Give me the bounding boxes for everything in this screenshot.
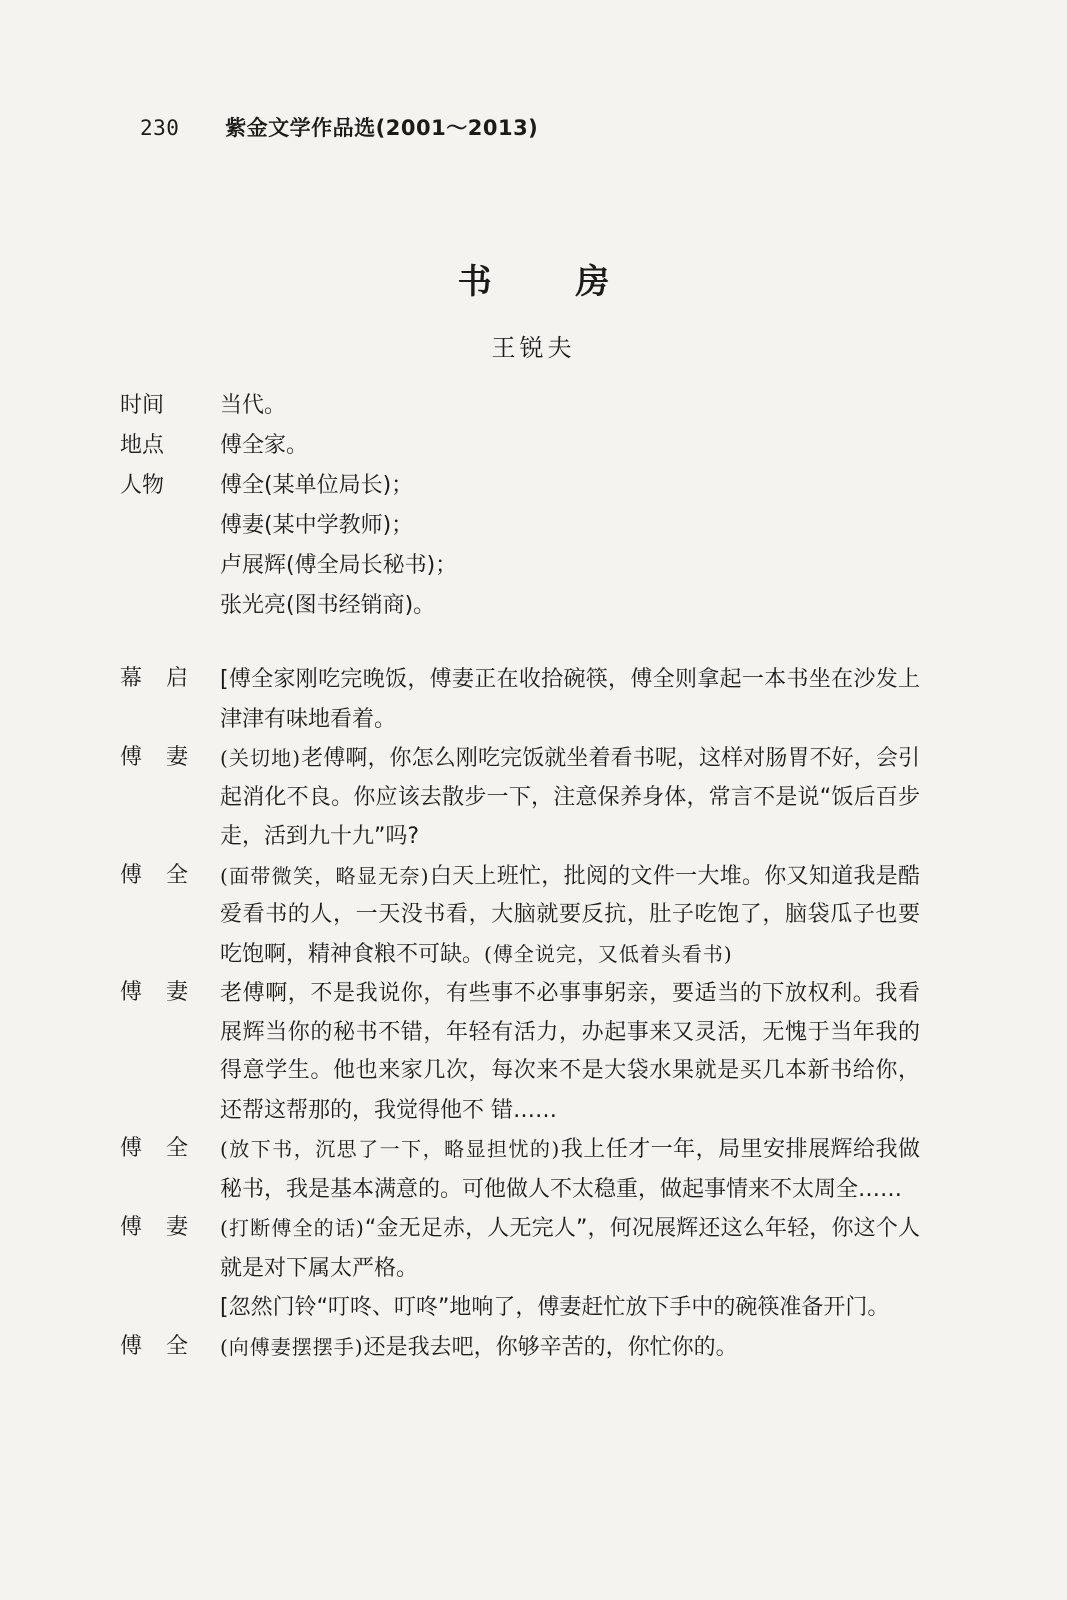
character-entry: 傅全(某单位局长)； bbox=[220, 473, 414, 498]
speaker-label bbox=[120, 1288, 220, 1328]
stage-direction: (向傅妻摆摆手) bbox=[220, 1334, 364, 1359]
character-entry: 张光亮(图书经销商)。 bbox=[220, 593, 436, 618]
meta-characters bbox=[120, 466, 457, 506]
line-text bbox=[220, 1130, 920, 1209]
script-line bbox=[120, 857, 920, 975]
line-text bbox=[220, 857, 920, 975]
dialogue: 白天上班忙，批阅的文件一大堆。你又知道我是酷爱看书的人，一天没书看，大脑就要反抗，肚子吃饱了，脑袋瓜子也要吃饱啊，精神食粮不可缺。 bbox=[220, 863, 920, 967]
meta-time-value: 当代。 bbox=[220, 393, 287, 418]
script-line bbox=[120, 1288, 920, 1328]
speaker-label: 傅全 bbox=[120, 1333, 213, 1359]
dialogue: 老傅啊，你怎么刚吃完饭就坐着看书呢，这样对肠胃不好，会引起消化不良。你应该去散步一下，注意保养身体，常言不是说“饭后百步走，活到九十九”吗? bbox=[220, 746, 920, 849]
dialogue: [傅全家刚吃完晚饭，傅妻正在收拾碗筷，傅全则拿起一本书坐在沙发上津津有味地看着。 bbox=[220, 667, 920, 732]
book-title: 紫金文学作品选(2001～2013) bbox=[225, 116, 539, 140]
dialogue: 我上任才一年，局里安排展辉给我做秘书，我是基本满意的。可他做人不太稳重，做起事情来不太周全…… bbox=[220, 1137, 920, 1202]
speaker-label: 傅妻 bbox=[120, 745, 213, 770]
speaker-label: 幕启 bbox=[120, 666, 213, 691]
character-row bbox=[120, 546, 457, 586]
script-body bbox=[120, 660, 920, 1367]
character-entry: 傅妻(某中学教师)； bbox=[220, 513, 414, 538]
script-line bbox=[120, 739, 920, 857]
script-line bbox=[120, 660, 920, 739]
dialogue: [忽然门铃“叮咚、叮咚”地响了，傅妻赶忙放下手中的碗筷准备开门。 bbox=[220, 1295, 890, 1320]
running-header bbox=[140, 112, 538, 142]
speaker-label: 傅全 bbox=[120, 1136, 213, 1161]
script-line bbox=[120, 1130, 920, 1209]
meta-time-label: 时间 bbox=[120, 393, 165, 418]
meta-place bbox=[120, 426, 457, 466]
speaker-label: 傅妻 bbox=[120, 1215, 213, 1240]
character-row bbox=[120, 586, 457, 626]
character-entry: 卢展辉(傅全局长秘书)； bbox=[220, 553, 458, 578]
speaker-label: 傅全 bbox=[120, 862, 213, 888]
page-number: 230 bbox=[140, 116, 180, 140]
line-text bbox=[220, 1209, 920, 1288]
line-text bbox=[220, 1288, 920, 1328]
play-metadata bbox=[120, 386, 457, 626]
dialogue: 老傅啊，不是我说你，有些事不必事事躬亲，要适当的下放权利。我看展辉当你的秘书不错，年轻有活力，办起事来又灵活，无愧于当年我的得意学生。他也来家几次，每次来不是大袋水果就是买几本新书给你，还帮这帮那的，我觉得他不 错…… bbox=[220, 981, 920, 1123]
line-text bbox=[220, 1328, 920, 1368]
script-line bbox=[120, 974, 920, 1130]
stage-direction: (放下书，沉思了一下，略显担忧的) bbox=[220, 1137, 561, 1161]
script-line bbox=[120, 1209, 920, 1288]
play-title: 书 房 bbox=[457, 262, 646, 302]
line-text bbox=[220, 974, 920, 1130]
meta-characters-label: 人物 bbox=[120, 473, 165, 498]
script-line bbox=[120, 1328, 920, 1368]
stage-direction: (关切地) bbox=[220, 746, 302, 770]
line-text bbox=[220, 660, 920, 739]
dialogue: “金无足赤，人无完人”，何况展辉还这么年轻，你这个人就是对下属太严格。 bbox=[220, 1216, 921, 1281]
meta-place-label: 地点 bbox=[120, 433, 165, 458]
meta-place-value: 傅全家。 bbox=[220, 433, 309, 458]
dialogue: 还是我去吧，你够辛苦的，你忙你的。 bbox=[363, 1334, 738, 1360]
stage-direction: (面带微笑，略显无奈) bbox=[220, 863, 430, 888]
character-row bbox=[120, 506, 457, 546]
stage-direction-after: (傅全说完，又低着头看书) bbox=[484, 941, 733, 966]
speaker-label: 傅妻 bbox=[120, 980, 213, 1005]
stage-direction: (打断傅全的话) bbox=[220, 1216, 365, 1240]
meta-time bbox=[120, 386, 457, 426]
author-name: 王锐夫 bbox=[491, 334, 576, 362]
line-text bbox=[220, 739, 920, 857]
